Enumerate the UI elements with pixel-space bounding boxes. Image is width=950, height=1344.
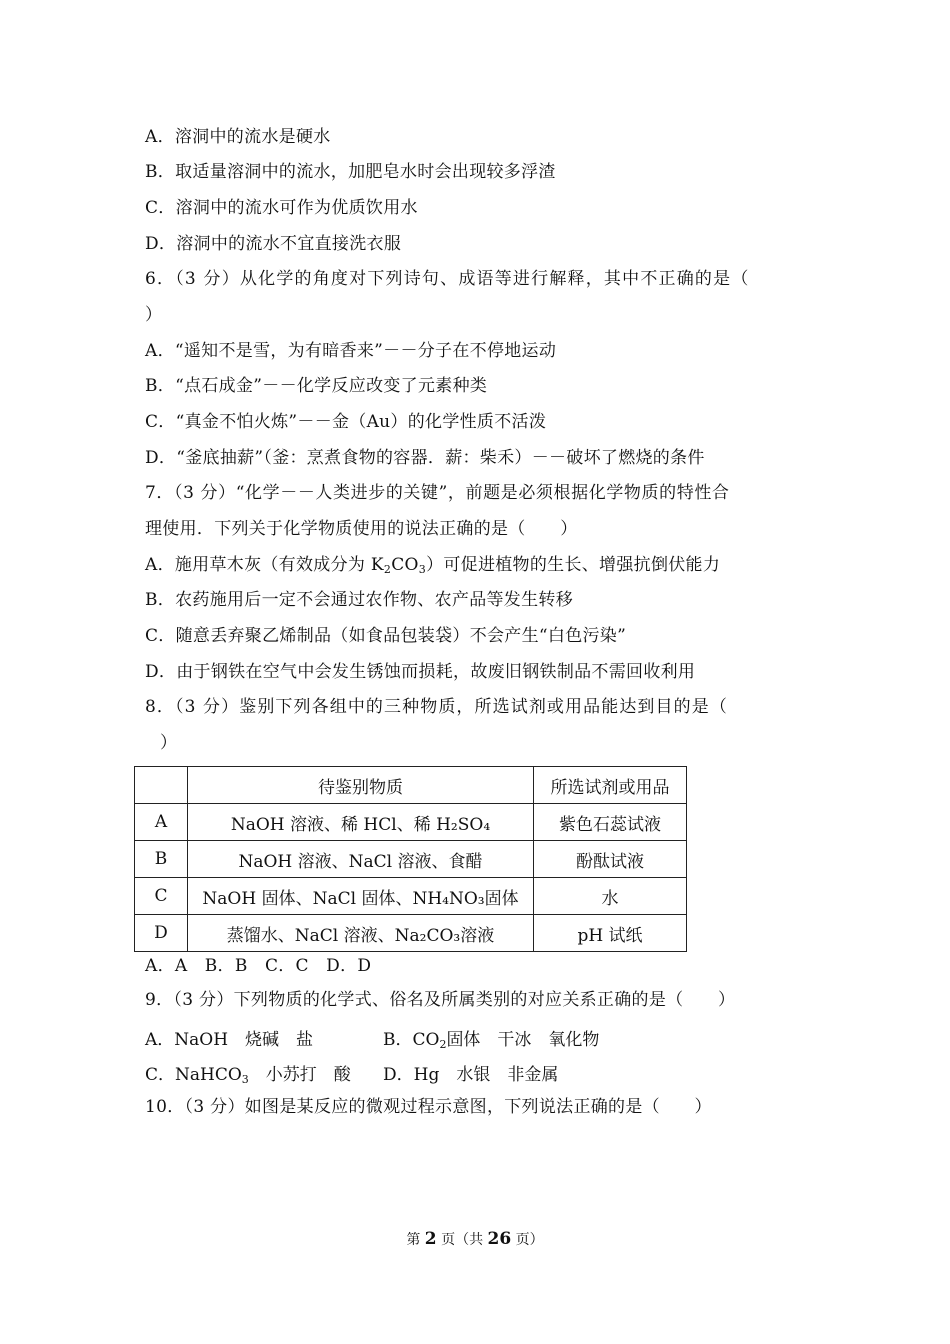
q5-option-b: B．取适量溶洞中的流水，加肥皂水时会出现较多浮渣: [145, 162, 556, 182]
q7-stem-line1: 7．（3 分）“化学－－人类进步的关键”，前题是必须根据化学物质的特性合: [145, 483, 730, 503]
q6-stem-line1: 6．（3 分）从化学的角度对下列诗句、成语等进行解释，其中不正确的是（: [145, 269, 750, 289]
q5-option-c: C．溶洞中的流水可作为优质饮用水: [145, 198, 418, 218]
table-header-cell: 所选试剂或用品: [534, 767, 687, 804]
q5-option-a: A．溶洞中的流水是硬水: [145, 127, 331, 147]
table-row: [135, 804, 687, 841]
row-substances: NaOH 溶液、稀 HCl、稀 H₂SO₄: [188, 804, 534, 841]
row-substances: NaOH 溶液、NaCl 溶液、食醋: [188, 841, 534, 878]
q7-option-c: C．随意丢弃聚乙烯制品（如食品包装袋）不会产生“白色污染”: [145, 626, 627, 646]
page-footer: 第 2 页（共 26 页）: [406, 1229, 544, 1249]
q6-option-c: C．“真金不怕火炼”－－金（Au）的化学性质不活泼: [145, 412, 547, 432]
q9-option-c: C．NaHCO$_3$ 小苏打 酸: [145, 1065, 351, 1086]
q6-option-d: D．“釜底抽薪”（釜：烹煮食物的容器．薪：柴禾）－－破坏了燃烧的条件: [145, 448, 705, 468]
q9-stem: 9．（3 分）下列物质的化学式、俗名及所属类别的对应关系正确的是（ ）: [145, 990, 736, 1010]
q10-stem: 10．（3 分）如图是某反应的微观过程示意图，下列说法正确的是（ ）: [145, 1097, 712, 1117]
table-row: [135, 878, 687, 915]
page-number: 2: [424, 1229, 437, 1249]
q8-reagent-table: [134, 766, 687, 952]
table-row: [135, 915, 687, 952]
q9-option-d: D．Hg 水银 非金属: [383, 1065, 559, 1085]
row-reagent: 紫色石蕊试液: [534, 804, 687, 841]
row-substances: 蒸馏水、NaCl 溶液、Na₂CO₃溶液: [188, 915, 534, 952]
total-pages: 26: [487, 1229, 512, 1249]
table-row: [135, 841, 687, 878]
q6-option-b: B．“点石成金”－－化学反应改变了元素种类: [145, 376, 488, 396]
row-reagent: pH 试纸: [534, 915, 687, 952]
q8-stem-line2: ）: [160, 733, 178, 753]
table-header-cell: [135, 767, 188, 804]
row-substances: NaOH 固体、NaCl 固体、NH₄NO₃固体: [188, 878, 534, 915]
table-header-cell: 待鉴别物质: [188, 767, 534, 804]
q7-stem-line2: 理使用．下列关于化学物质使用的说法正确的是（ ）: [145, 519, 578, 539]
row-reagent: 水: [534, 878, 687, 915]
q8-answer-options: A．A B．B C．C D．D: [145, 956, 372, 976]
row-reagent: 酚酞试液: [534, 841, 687, 878]
row-label: C: [135, 878, 188, 915]
row-label: D: [135, 915, 188, 952]
table-header-row: [135, 767, 687, 804]
q6-option-a: A．“遥知不是雪，为有暗香来”－－分子在不停地运动: [145, 341, 557, 361]
q9-option-a: A．NaOH 烧碱 盐: [145, 1030, 314, 1050]
q7-option-b: B．农药施用后一定不会通过农作物、农产品等发生转移: [145, 590, 573, 610]
q5-option-d: D．溶洞中的流水不宜直接洗衣服: [145, 234, 402, 254]
row-label: A: [135, 804, 188, 841]
q9-option-b: B．$CO_2$固体 干冰 氧化物: [383, 1030, 600, 1051]
row-label: B: [135, 841, 188, 878]
q6-stem-line2: ）: [145, 305, 163, 325]
q7-option-a: A．施用草木灰（有效成分为 $K_2CO_3$）可促进植物的生长、增强抗倒伏能力: [145, 555, 721, 576]
q7-option-d: D．由于钢铁在空气中会发生锈蚀而损耗，故废旧钢铁制品不需回收利用: [145, 662, 696, 682]
q8-stem-line1: 8．（3 分）鉴别下列各组中的三种物质，所选试剂或用品能达到目的是（: [145, 697, 728, 717]
